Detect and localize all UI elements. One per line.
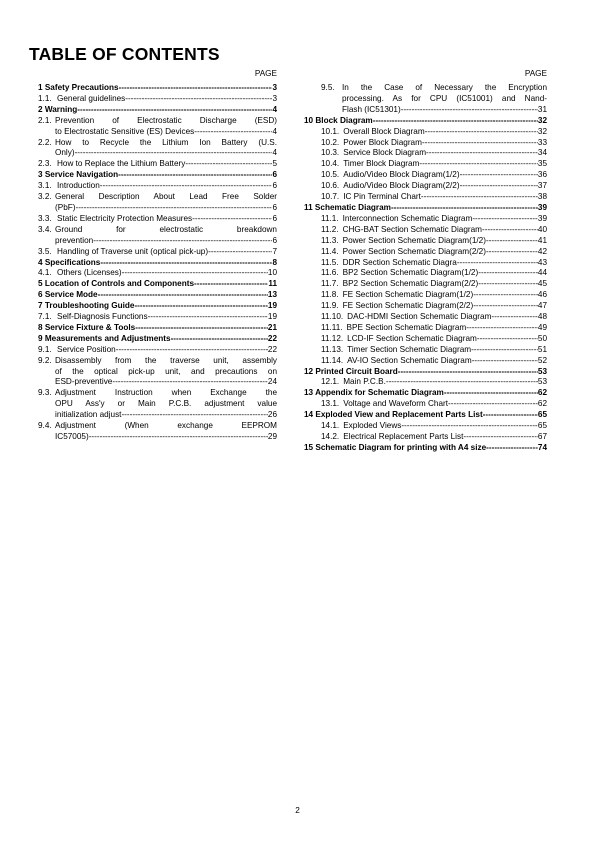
- entry-page-number: 47: [537, 301, 547, 311]
- entry-page-number: 33: [537, 137, 547, 147]
- entry-page-number: 53: [537, 366, 547, 376]
- entry-title: 10 Block Diagram: [304, 115, 373, 125]
- entry-title: How to Replace the Lithium Battery: [57, 159, 186, 169]
- entry-title-last-line: [55, 203, 277, 214]
- dot-leader: [486, 443, 538, 454]
- dot-leader: [422, 138, 538, 149]
- entry-page-number: 4: [272, 126, 277, 136]
- toc-subsection-entry[interactable]: [38, 312, 277, 323]
- entry-page-number: 46: [537, 290, 547, 300]
- entry-number: 10.4.: [321, 159, 340, 169]
- entry-title-line: In the Case of Necessary the Encryption: [342, 83, 547, 92]
- entry-title: Main P.C.B.: [343, 377, 386, 387]
- entry-title-last-line: [55, 432, 277, 443]
- entry-title: 9 Measurements and Adjustments: [38, 333, 171, 343]
- entry-number: 11.13.: [321, 344, 344, 354]
- dot-leader: [398, 367, 538, 378]
- entry-number: 11.5.: [321, 257, 339, 267]
- entry-title: Audio/Video Block Diagram(2/2): [343, 181, 460, 191]
- toc-subsection-entry[interactable]: [38, 421, 277, 443]
- entry-title: 6 Service Mode: [38, 290, 98, 300]
- entry-number: 10.6.: [321, 181, 340, 191]
- entry-page-number: 53: [537, 377, 547, 387]
- dot-leader: [134, 301, 267, 312]
- entry-title-line: General Description About Lead Free Solder: [55, 192, 277, 202]
- dot-leader: [421, 192, 538, 203]
- toc-subsection-entry[interactable]: [38, 159, 277, 170]
- entry-number: 10.5.: [321, 170, 340, 180]
- dot-leader: [185, 159, 272, 170]
- entry-title: Exploded Views: [343, 421, 402, 431]
- entry-title: Interconnection Schematic Diagram: [342, 213, 473, 223]
- entry-number: 9.5.: [321, 83, 335, 92]
- entry-title-last-line: [55, 236, 277, 247]
- toc-subsection-entry[interactable]: [304, 159, 547, 170]
- entry-page-number: 6: [272, 181, 277, 191]
- entry-page-number: 45: [537, 279, 547, 289]
- entry-number: 4.1.: [38, 268, 52, 278]
- entry-page-number: 37: [537, 181, 547, 191]
- dot-leader: [208, 247, 272, 258]
- entry-title: Timer Section Schematic Diagram: [347, 344, 472, 354]
- toc-subsection-entry[interactable]: [304, 214, 547, 225]
- toc-section-entry[interactable]: [38, 105, 277, 116]
- entry-number: 3.2.: [38, 192, 52, 202]
- entry-title: 1 Safety Precautions: [38, 83, 119, 92]
- toc-subsection-entry[interactable]: [38, 247, 277, 258]
- toc-right-column: [304, 69, 547, 454]
- toc-subsection-entry[interactable]: [304, 192, 547, 203]
- entry-number: 3.3.: [38, 213, 52, 223]
- entry-title-line: initialization adjust: [55, 410, 122, 420]
- dot-leader: [93, 236, 272, 247]
- entry-page-number: 39: [537, 202, 547, 212]
- toc-subsection-entry[interactable]: [304, 258, 547, 269]
- entry-page-number: 3: [272, 93, 277, 103]
- dot-leader: [386, 377, 538, 388]
- entry-page-number: 4: [272, 104, 277, 114]
- entry-number: 14.1.: [321, 421, 340, 431]
- dot-leader: [477, 334, 538, 345]
- dot-leader: [463, 432, 538, 443]
- dot-leader: [112, 377, 268, 388]
- entry-title-last-line: [342, 105, 547, 116]
- dot-leader: [121, 410, 267, 421]
- entry-title: Voltage and Waveform Chart: [343, 399, 449, 409]
- entry-title: BP2 Section Schematic Diagram(1/2): [342, 268, 479, 278]
- page-title: TABLE OF CONTENTS: [29, 44, 220, 64]
- entry-title-line: Prevention of Electrostatic Discharge (ESD): [55, 115, 277, 125]
- entry-title: Electrical Replacement Parts List: [343, 432, 464, 441]
- toc-subsection-entry[interactable]: [304, 247, 547, 258]
- dot-leader: [118, 170, 272, 181]
- entry-title: BP2 Section Schematic Diagram(2/2): [342, 279, 479, 289]
- entry-page-number: 24: [267, 377, 277, 387]
- dot-leader: [401, 421, 538, 432]
- entry-number: 10.7.: [321, 192, 340, 202]
- dot-leader: [460, 170, 538, 181]
- entry-number: 9.3.: [38, 388, 52, 398]
- dot-leader: [194, 279, 268, 290]
- dot-leader: [482, 225, 538, 236]
- entry-number: 11.11.: [321, 322, 343, 332]
- toc-subsection-entry[interactable]: [304, 148, 547, 159]
- dot-leader: [125, 94, 272, 105]
- entry-title: 3 Service Navigation: [38, 170, 119, 180]
- dot-leader: [194, 127, 272, 138]
- entry-number: 11.8.: [321, 290, 339, 300]
- toc-subsection-entry[interactable]: [304, 345, 547, 356]
- toc-subsection-entry[interactable]: [304, 301, 547, 312]
- entry-title: 14 Exploded View and Replacement Parts List: [304, 410, 483, 420]
- entry-title-line: Ground for electrostatic breakdown: [55, 224, 277, 234]
- entry-number: 14.2.: [321, 432, 340, 441]
- entry-page-number: 8: [272, 257, 277, 267]
- entry-title: IC Pin Terminal Chart: [343, 192, 421, 202]
- toc-subsection-entry[interactable]: [38, 268, 277, 279]
- dot-leader: [75, 203, 272, 214]
- toc-subsection-entry[interactable]: [38, 192, 277, 214]
- toc-subsection-entry[interactable]: [304, 181, 547, 192]
- entry-page-number: 13: [267, 290, 277, 300]
- entry-page-number: 39: [537, 213, 547, 223]
- entry-page-number: 4: [272, 148, 277, 158]
- entry-page-number: 50: [537, 333, 547, 343]
- entry-title: 13 Appendix for Schematic Diagram: [304, 388, 444, 398]
- entry-number: 2.1.: [38, 115, 52, 125]
- dot-leader: [100, 181, 273, 192]
- toc-subsection-entry[interactable]: [304, 83, 547, 116]
- entry-page-number: 32: [537, 115, 547, 125]
- toc-subsection-entry[interactable]: [304, 279, 547, 290]
- dot-leader: [486, 247, 538, 258]
- entry-page-number: 42: [537, 246, 547, 256]
- entry-page-number: 34: [537, 148, 547, 158]
- toc-subsection-entry[interactable]: [38, 214, 277, 225]
- toc-subsection-entry[interactable]: [38, 94, 277, 105]
- dot-leader: [77, 105, 272, 116]
- entry-title-line: to Electrostatic Sensitive (ES) Devices: [55, 126, 195, 136]
- toc-subsection-entry[interactable]: [38, 116, 277, 138]
- entry-number: 9.4.: [38, 421, 52, 431]
- dot-leader: [89, 432, 268, 443]
- toc-subsection-entry[interactable]: [304, 421, 547, 432]
- entry-page-number: 49: [537, 322, 547, 332]
- dot-leader: [448, 399, 538, 410]
- entry-number: 3.1.: [38, 181, 52, 191]
- dot-leader: [135, 323, 268, 334]
- entry-number: 9.2.: [38, 355, 52, 365]
- entry-title: 15 Schematic Diagram for printing with A4 size: [304, 442, 487, 452]
- toc-section-entry[interactable]: [38, 170, 277, 181]
- entry-number: 11.9.: [321, 301, 339, 311]
- entry-number: 9.1.: [38, 344, 52, 354]
- entry-number: 7.1.: [38, 312, 52, 322]
- page-column-header: PAGE: [254, 69, 277, 78]
- dot-leader: [373, 116, 538, 127]
- toc-subsection-entry[interactable]: [304, 356, 547, 367]
- entry-page-number: 62: [537, 399, 547, 409]
- entry-title: Power Section Schematic Diagram(2/2): [342, 246, 486, 256]
- entry-title: DDR Section Schematic Diagra: [342, 257, 457, 267]
- entry-title: 8 Service Fixture & Tools: [38, 322, 136, 332]
- toc-subsection-entry[interactable]: [304, 127, 547, 138]
- dot-leader: [483, 410, 538, 421]
- dot-leader: [478, 279, 538, 290]
- entry-page-number: 5: [272, 159, 277, 169]
- entry-title-line: Disassembly from the traverse unit, assembly: [55, 355, 277, 365]
- toc-subsection-entry[interactable]: [304, 323, 547, 334]
- entry-page-number: 7: [272, 246, 277, 256]
- entry-page-number: 19: [267, 312, 277, 322]
- toc-subsection-entry[interactable]: [304, 138, 547, 149]
- entry-page-number: 35: [537, 159, 547, 169]
- entry-page-number: 43: [537, 257, 547, 267]
- entry-title-line: of the optical pick-up unit, and precautions on: [55, 366, 277, 376]
- entry-title: 2 Warning: [38, 104, 78, 114]
- toc-subsection-entry[interactable]: [304, 377, 547, 388]
- toc-subsection-entry[interactable]: [38, 181, 277, 192]
- entry-title-last-line: [55, 410, 277, 421]
- entry-title: Power Section Schematic Diagram(1/2): [342, 235, 486, 245]
- entry-number: 11.4.: [321, 246, 339, 256]
- entry-page-number: 6: [272, 235, 277, 245]
- dot-leader: [491, 312, 538, 323]
- entry-number: 10.3.: [321, 148, 340, 158]
- toc-subsection-entry[interactable]: [304, 399, 547, 410]
- entry-page-number: 10: [267, 268, 277, 278]
- entry-page-number: 22: [267, 344, 277, 354]
- dot-leader: [119, 83, 273, 94]
- entry-number: 11.14.: [321, 355, 344, 365]
- entry-number: 3.4.: [38, 224, 52, 234]
- entry-title: 11 Schematic Diagram: [304, 202, 391, 212]
- dot-leader: [391, 203, 538, 214]
- toc-section-entry[interactable]: [38, 258, 277, 269]
- toc-subsection-entry[interactable]: [304, 334, 547, 345]
- dot-leader: [75, 148, 273, 159]
- entry-title: Static Electricity Protection Measures: [57, 213, 193, 223]
- dot-leader: [425, 127, 538, 138]
- entry-page-number: 26: [267, 410, 277, 420]
- entry-number: 3.5.: [38, 246, 52, 256]
- entry-number: 2.2.: [38, 137, 52, 147]
- dot-leader: [471, 345, 538, 356]
- dot-leader: [171, 334, 268, 345]
- entry-page-number: 62: [537, 388, 547, 398]
- entry-page-number: 6: [272, 213, 277, 223]
- entry-title: AV-IO Section Schematic Diagram: [347, 355, 472, 365]
- toc-section-entry[interactable]: [38, 290, 277, 301]
- entry-number: 10.1.: [321, 126, 340, 136]
- entry-title: Audio/Video Block Diagram(1/2): [343, 170, 460, 180]
- entry-page-number: 32: [537, 126, 547, 136]
- entry-page-number: 41: [537, 235, 547, 245]
- toc-subsection-entry[interactable]: [38, 138, 277, 160]
- entry-title: 4 Specifications: [38, 257, 101, 267]
- entry-number: 11.1.: [321, 213, 339, 223]
- entry-page-number: 74: [537, 442, 547, 452]
- entry-title-line: How to Recycle the Lithium Ion Battery (U.S.: [55, 137, 277, 147]
- entry-title-last-line: [55, 127, 277, 138]
- entry-page-number: 67: [537, 432, 547, 441]
- entry-title-last-line: [55, 377, 277, 388]
- entry-title-line: prevention: [55, 235, 94, 245]
- entry-title-line: processing. As for CPU (IC51001) and Nand-: [342, 93, 547, 103]
- entry-title-line: Adjustment (When exchange EEPROM: [55, 421, 277, 431]
- toc-subsection-entry[interactable]: [304, 268, 547, 279]
- dot-leader: [401, 105, 538, 116]
- toc-section-entry[interactable]: [38, 279, 277, 290]
- dot-leader: [192, 214, 272, 225]
- entry-number: 1.1.: [38, 93, 52, 103]
- entry-title-line: Adjustment Instruction when Exchange the: [55, 388, 277, 398]
- toc-section-entry[interactable]: [304, 203, 547, 214]
- dot-leader: [478, 268, 538, 279]
- entry-page-number: 21: [267, 322, 277, 332]
- dot-leader: [100, 258, 272, 269]
- entry-number: 11.7.: [321, 279, 339, 289]
- toc-section-entry[interactable]: [38, 83, 277, 94]
- entry-title: 12 Printed Circuit Board: [304, 366, 398, 376]
- entry-page-number: 65: [537, 410, 547, 420]
- entry-number: 12.1.: [321, 377, 340, 387]
- entry-title-line: Flash (IC51301): [342, 104, 401, 114]
- dot-leader: [473, 290, 538, 301]
- toc-left-column: [38, 69, 277, 443]
- entry-title: FE Section Schematic Diagram(1/2): [342, 290, 474, 300]
- toc-section-entry[interactable]: [38, 301, 277, 312]
- toc-subsection-entry[interactable]: [304, 312, 547, 323]
- page-column-header: PAGE: [524, 69, 547, 78]
- entry-page-number: 29: [267, 432, 277, 441]
- entry-title: Timer Block Diagram: [343, 159, 420, 169]
- entry-title: DAC-HDMI Section Schematic Diagram: [347, 312, 492, 322]
- toc-section-entry[interactable]: [304, 367, 547, 378]
- dot-leader: [419, 159, 538, 170]
- toc-subsection-entry[interactable]: [38, 345, 277, 356]
- page-number: 2: [295, 806, 300, 815]
- dot-leader: [122, 268, 268, 279]
- entry-number: 11.2.: [321, 224, 339, 234]
- entry-title: Others (Licenses): [57, 268, 122, 278]
- dot-leader: [444, 388, 538, 399]
- entry-number: 11.10.: [321, 312, 344, 322]
- entry-page-number: 44: [537, 268, 547, 278]
- toc-subsection-entry[interactable]: [38, 225, 277, 247]
- toc-section-entry[interactable]: [304, 443, 547, 454]
- dot-leader: [472, 356, 538, 367]
- entry-number: 2.3.: [38, 159, 52, 169]
- toc-section-entry[interactable]: [304, 410, 547, 421]
- toc-section-entry[interactable]: [38, 323, 277, 334]
- entry-title: Handling of Traverse unit (optical pick-up): [57, 246, 209, 256]
- toc-subsection-entry[interactable]: [304, 432, 547, 443]
- entry-title: LCD-IF Section Schematic Diagram: [347, 333, 477, 343]
- dot-leader: [116, 345, 268, 356]
- entry-page-number: 36: [537, 170, 547, 180]
- entry-title: Power Block Diagram: [343, 137, 422, 147]
- entry-number: 11.6.: [321, 268, 339, 278]
- toc-subsection-entry[interactable]: [304, 225, 547, 236]
- entry-title: General guidelines: [57, 93, 126, 103]
- toc-subsection-entry[interactable]: [38, 356, 277, 389]
- dot-leader: [472, 214, 538, 225]
- entry-number: 13.1.: [321, 399, 340, 409]
- entry-title-line: Only): [55, 148, 75, 158]
- entry-title: Self-Diagnosis Functions: [57, 312, 148, 322]
- dot-leader: [426, 148, 538, 159]
- dot-leader: [98, 290, 268, 301]
- toc-subsection-entry[interactable]: [38, 388, 277, 421]
- entry-title: BPE Section Schematic Diagram: [346, 322, 467, 332]
- entry-title: Service Position: [57, 344, 116, 354]
- entry-title: Service Block Diagram: [343, 148, 427, 158]
- entry-title-line: IC57005): [55, 432, 89, 441]
- entry-page-number: 48: [537, 312, 547, 322]
- dot-leader: [486, 236, 538, 247]
- entry-page-number: 6: [272, 202, 277, 212]
- entry-title-line: (PbF): [55, 202, 76, 212]
- dot-leader: [148, 312, 268, 323]
- dot-leader: [466, 323, 538, 334]
- toc-subsection-entry[interactable]: [304, 170, 547, 181]
- entry-title-line: OPU Ass'y or Main P.C.B. adjustment value: [55, 399, 277, 409]
- entry-page-number: 11: [268, 279, 277, 289]
- entry-page-number: 65: [537, 421, 547, 431]
- entry-title: Overall Block Diagram: [343, 126, 425, 136]
- dot-leader: [457, 258, 538, 269]
- entry-page-number: 19: [267, 301, 277, 311]
- entry-number: 11.3.: [321, 235, 339, 245]
- entry-title: 7 Troubleshooting Guide: [38, 301, 135, 311]
- toc-subsection-entry[interactable]: [304, 290, 547, 301]
- toc-section-entry[interactable]: [38, 334, 277, 345]
- entry-page-number: 51: [537, 344, 547, 354]
- toc-section-entry[interactable]: [304, 116, 547, 127]
- dot-leader: [473, 301, 538, 312]
- toc-subsection-entry[interactable]: [304, 236, 547, 247]
- toc-section-entry[interactable]: [304, 388, 547, 399]
- entry-page-number: 52: [537, 355, 547, 365]
- entry-title: FE Section Schematic Diagram(2/2): [342, 301, 474, 311]
- entry-number: 10.2.: [321, 137, 340, 147]
- dot-leader: [460, 181, 538, 192]
- entry-title: Introduction: [57, 181, 100, 191]
- entry-page-number: 40: [537, 224, 547, 234]
- entry-title: 5 Location of Controls and Components: [38, 279, 195, 289]
- entry-page-number: 31: [537, 104, 547, 114]
- entry-title-line: ESD-preventive: [55, 377, 113, 387]
- entry-page-number: 38: [537, 192, 547, 202]
- entry-page-number: 6: [272, 170, 277, 180]
- entry-title-last-line: [55, 148, 277, 159]
- entry-page-number: 3: [272, 83, 277, 92]
- entry-page-number: 22: [267, 333, 277, 343]
- entry-number: 11.12.: [321, 333, 344, 343]
- entry-title: CHG-BAT Section Schematic Diagram: [342, 224, 482, 234]
